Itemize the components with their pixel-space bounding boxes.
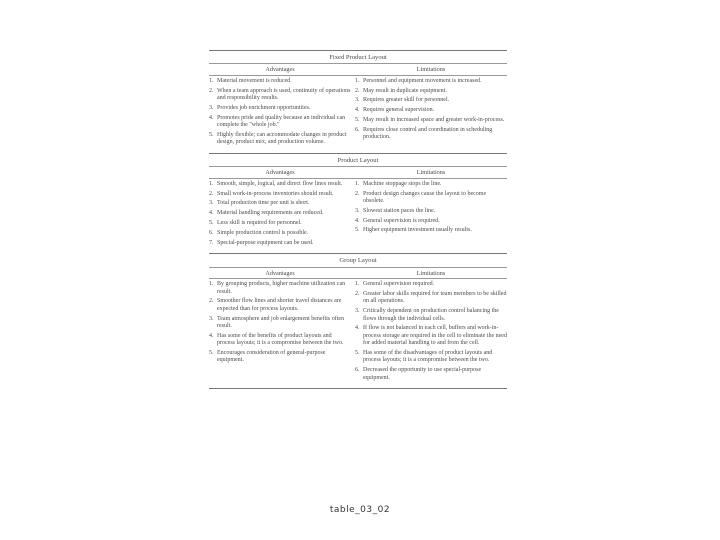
list-item <box>209 240 351 247</box>
list-item <box>209 115 351 130</box>
advantages-list <box>209 281 355 384</box>
list-item <box>209 181 351 188</box>
item-number: 2. <box>209 87 214 94</box>
list-item <box>355 281 507 288</box>
item-text: Requires close control and coordination in scheduling production. <box>363 126 493 141</box>
advantages-list <box>209 78 355 149</box>
item-text: Material handling requirements are reduced. <box>217 210 324 217</box>
section-title: Product Layout <box>337 157 379 165</box>
column-headers <box>209 268 507 278</box>
item-number: 5. <box>209 131 214 138</box>
item-text: Critically dependent on production control balancing the flows through the individual cells. <box>363 308 499 322</box>
item-text: If flow is not balanced in each cell, buffers and work-in-process storage are required in the cell to eliminate the need for added material handling to and from the cell. <box>363 325 507 347</box>
item-text: May result in duplicate equipment. <box>363 87 447 94</box>
section-rows <box>209 76 507 153</box>
column-headers <box>209 64 507 74</box>
item-text: Material movement is reduced. <box>217 77 292 84</box>
item-number: 3. <box>355 207 360 214</box>
list-item <box>209 88 351 103</box>
list-item <box>209 191 351 198</box>
list-item <box>355 191 507 206</box>
advantages-header: Advantages <box>265 269 295 277</box>
item-text: When a team approach is used, continuity of operations and responsibility results. <box>217 87 351 102</box>
list-item <box>209 210 351 217</box>
list-item <box>209 281 351 296</box>
item-text: Encourages consideration of general-purpose equipment. <box>217 350 326 364</box>
item-number: 3. <box>209 200 214 207</box>
item-text: Total production time per unit is short. <box>217 200 310 207</box>
list-item <box>355 97 507 104</box>
list-item <box>209 132 351 147</box>
item-number: 4. <box>209 114 214 121</box>
item-number: 6. <box>355 367 360 374</box>
item-number: 4. <box>355 325 360 332</box>
item-number: 2. <box>209 190 214 197</box>
item-text: Decreased the opportunity to use special-purpose equipment. <box>363 367 482 381</box>
item-number: 5. <box>209 220 214 227</box>
item-number: 5. <box>209 350 214 357</box>
list-item <box>209 220 351 227</box>
item-text: May result in increased space and greater work-in-process. <box>363 117 505 123</box>
limitations-header: Limitations <box>416 169 446 177</box>
section-rows <box>209 179 507 254</box>
item-text: Greater labor skills required for team members to be skilled on all operations. <box>363 291 507 305</box>
item-number: 2. <box>355 87 360 94</box>
item-number: 1. <box>209 281 214 288</box>
advantages-header: Advantages <box>265 66 295 74</box>
list-item <box>355 208 507 215</box>
list-item <box>355 350 507 365</box>
list-item <box>209 230 351 237</box>
item-text: Slowest station paces the line. <box>363 207 436 214</box>
item-number: 3. <box>355 97 360 104</box>
table-bottom-rule <box>209 388 507 389</box>
column-headers <box>209 167 507 177</box>
item-number: 4. <box>355 107 360 114</box>
item-number: 1. <box>209 77 214 84</box>
item-text: Requires greater skill for personnel. <box>363 97 450 104</box>
item-text: Requires general supervision. <box>363 107 435 114</box>
list-item <box>355 127 507 142</box>
list-item <box>355 181 507 188</box>
item-text: Small work-in-process inventories should result. <box>217 190 334 197</box>
limitations-list <box>355 281 507 384</box>
item-text: Less skill is required for personnel. <box>217 220 302 227</box>
list-item <box>209 105 351 112</box>
list-item <box>355 308 507 323</box>
item-text: General supervision is required. <box>363 217 440 224</box>
limitations-list <box>355 181 507 250</box>
list-item <box>355 218 507 225</box>
item-number: 5. <box>355 117 360 123</box>
item-text: Has some of the disadvantages of product layouts and process layouts; it is a compromise between the two. <box>363 350 493 364</box>
list-item <box>355 367 507 382</box>
item-number: 1. <box>355 77 360 84</box>
item-number: 2. <box>355 291 360 298</box>
item-text: Simple production control is possible. <box>217 229 309 236</box>
list-item <box>209 298 351 313</box>
item-number: 4. <box>209 332 214 339</box>
item-number: 1. <box>355 180 360 187</box>
item-text: Product design changes cause the layout to become obsolete. <box>363 190 487 205</box>
section-title: Fixed Product Layout <box>329 54 387 61</box>
item-text: Smooth, simple, logical, and direct flow lines result. <box>217 180 343 187</box>
list-item <box>209 350 351 365</box>
list-item <box>209 200 351 207</box>
item-number: 7. <box>209 239 214 246</box>
item-number: 1. <box>209 180 214 187</box>
item-number: 2. <box>355 190 360 197</box>
item-text: Personnel and equipment movement is increased. <box>363 77 482 84</box>
item-number: 4. <box>355 217 360 224</box>
list-item <box>355 291 507 306</box>
list-item <box>209 333 351 348</box>
item-number: 1. <box>355 281 360 288</box>
list-item <box>355 325 507 347</box>
item-number: 3. <box>355 308 360 315</box>
item-text: General supervision required. <box>363 281 435 288</box>
limitations-header: Limitations <box>416 66 446 74</box>
item-text: Team atmosphere and job enlargement benefits often result. <box>217 315 345 330</box>
section-rows <box>209 279 507 388</box>
item-number: 5. <box>355 350 360 357</box>
advantages-list <box>209 181 355 250</box>
list-item <box>355 107 507 114</box>
item-text: Promotes pride and quality because an individual can complete the "whole job." <box>217 114 346 129</box>
item-text: Machine stoppage stops the line. <box>363 180 442 187</box>
item-text: By grouping products, higher machine utilization can result. <box>217 281 346 295</box>
list-item <box>355 227 507 234</box>
limitations-header: Limitations <box>416 269 446 277</box>
item-number: 6. <box>355 126 360 133</box>
item-text: Special-purpose equipment can be used. <box>217 239 314 246</box>
item-text: Higher equipment investment usually results. <box>363 227 472 234</box>
item-number: 5. <box>355 227 360 234</box>
figure-caption: table_03_02 <box>329 505 391 515</box>
item-number: 4. <box>209 210 214 217</box>
limitations-list <box>355 78 507 149</box>
list-item <box>209 316 351 331</box>
layout-comparison-table <box>209 50 507 389</box>
advantages-header: Advantages <box>265 169 295 177</box>
item-number: 3. <box>209 104 214 111</box>
item-text: Has some of the benefits of product layouts and process layouts; it is a compromise between the two. <box>217 332 344 347</box>
list-item <box>355 78 507 85</box>
list-item <box>355 88 507 95</box>
item-text: Provides job enrichment opportunities. <box>217 104 311 111</box>
list-item <box>209 78 351 85</box>
section-title: Group Layout <box>339 257 377 265</box>
item-text: Smoother flow lines and shorter travel distances are expected than for process layouts. <box>217 298 342 312</box>
item-number: 6. <box>209 229 214 236</box>
list-item <box>355 117 507 124</box>
item-number: 2. <box>209 298 214 305</box>
item-text: Highly flexible; can accommodate changes in product design, product mix, and production volume. <box>217 131 347 146</box>
item-number: 3. <box>209 315 214 322</box>
